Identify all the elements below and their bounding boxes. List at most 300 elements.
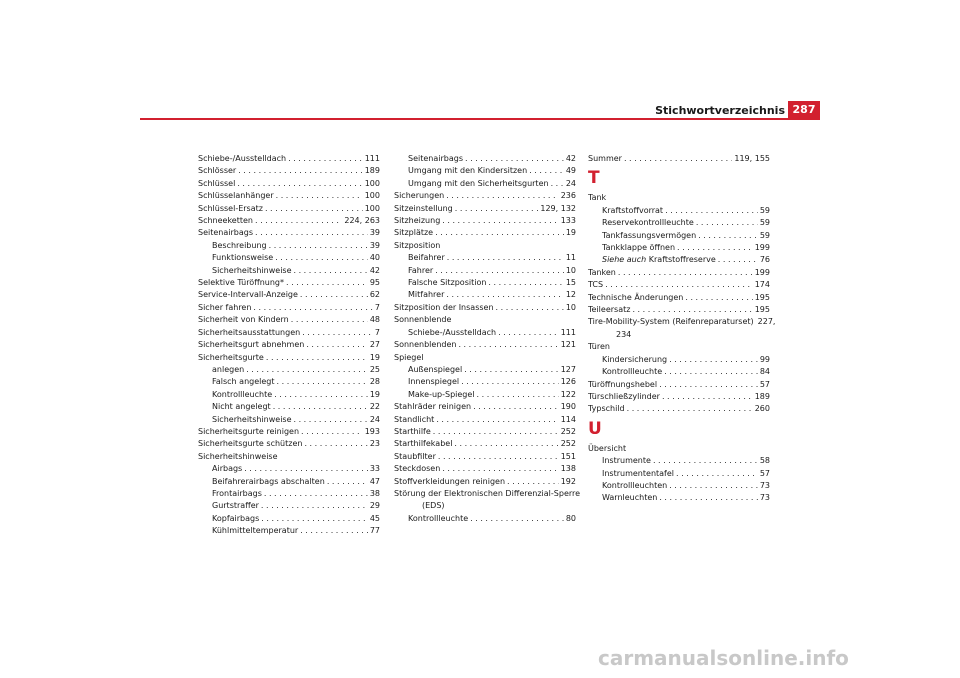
entry-page-ref: 199	[754, 267, 770, 277]
entry-page-ref: 224, 263	[344, 216, 380, 226]
index-subentry	[198, 401, 380, 413]
entry-label: Innenspiegel	[408, 377, 460, 387]
entry-page-ref: 48	[369, 315, 380, 325]
entry-label: Warnleuchten	[602, 493, 658, 503]
entry-page-ref: 151	[560, 451, 576, 461]
index-entry	[394, 451, 576, 463]
dot-leader	[446, 289, 563, 301]
dot-leader	[276, 190, 363, 202]
dot-leader	[273, 401, 368, 413]
dot-leader	[659, 492, 757, 504]
entry-page-ref: 77	[369, 526, 380, 536]
entry-label: Falsche Sitzposition	[408, 278, 487, 288]
index-entry	[394, 488, 581, 500]
dot-leader	[551, 178, 564, 190]
page-number-badge: 287	[788, 101, 820, 119]
index-subentry	[394, 376, 576, 388]
entry-page-ref: 99	[759, 354, 770, 364]
dot-leader	[664, 366, 758, 378]
dot-leader	[529, 165, 564, 177]
index-entry	[198, 451, 380, 463]
watermark: carmanualsonline.info	[598, 646, 849, 670]
dot-leader	[488, 277, 563, 289]
entry-label: Tankklappe öffnen	[602, 243, 676, 253]
entry-page-ref: 138	[560, 464, 576, 474]
entry-label: Seitenairbags	[198, 228, 253, 238]
entry-label: Technische Änderungen	[588, 292, 684, 302]
index-subentry	[198, 463, 380, 475]
dot-leader	[288, 153, 363, 165]
index-subentry	[588, 455, 770, 467]
entry-label: Frontairbags	[212, 488, 262, 498]
index-entry	[588, 379, 770, 391]
index-entry	[394, 190, 576, 202]
entry-label: Selektive Türöffnung*	[198, 278, 285, 288]
index-entry	[198, 327, 380, 339]
entry-page-ref: 80	[565, 513, 576, 523]
entry-page-ref: 73	[759, 493, 770, 503]
entry-label: Kontrollleuchte	[212, 389, 273, 399]
index-subentry	[588, 205, 770, 217]
index-subentry	[588, 480, 770, 492]
entry-label: Sitzplätze	[394, 228, 434, 238]
dot-leader	[458, 339, 558, 351]
index-entry	[198, 227, 380, 239]
entry-label: Sonnenblenden	[394, 340, 457, 350]
entry-label: Tank	[588, 193, 607, 203]
entry-label: Übersicht	[588, 443, 627, 453]
entry-label: Reservekontrollleuchte	[602, 218, 694, 228]
entry-label: Falsch angelegt	[212, 377, 275, 387]
entry-label: Beschreibung	[212, 240, 267, 250]
entry-page-ref: 174	[754, 280, 770, 290]
index-subentry	[588, 492, 770, 504]
entry-label: Störung der Elektronischen Differenzial-Sperre	[394, 488, 581, 498]
index-subentry	[394, 252, 576, 264]
entry-page-ref: 62	[369, 290, 380, 300]
entry-label: Sitzposition	[394, 240, 441, 250]
dot-leader	[464, 364, 559, 376]
index-subentry	[588, 354, 770, 366]
dot-leader	[291, 314, 368, 326]
index-entry	[394, 426, 576, 438]
index-subentry	[588, 242, 770, 254]
entry-label: Seitenairbags	[408, 154, 463, 163]
entry-page-ref: 260	[754, 404, 770, 414]
entry-label: Airbags	[212, 464, 243, 474]
entry-page-ref: 7	[374, 327, 380, 337]
entry-page-ref: 126	[560, 377, 576, 387]
entry-page-ref: 24	[565, 178, 576, 188]
entry-label: Kopfairbags	[212, 513, 260, 523]
entry-page-ref: 133	[560, 216, 576, 226]
dot-leader	[300, 525, 368, 537]
dot-leader	[465, 153, 564, 165]
entry-label: Make-up-Spiegel	[408, 389, 475, 399]
entry-page-ref: 192	[560, 476, 576, 486]
entry-label: Sicher fahren	[198, 302, 252, 312]
dot-leader	[435, 265, 564, 277]
entry-page-ref: 25	[369, 364, 380, 374]
entry-label: Tire-Mobility-System (Reifenreparaturset)	[588, 317, 754, 327]
index-subentry	[198, 500, 380, 512]
index-entry	[394, 339, 576, 351]
entry-label: Gurtstraffer	[212, 501, 259, 511]
entry-page-ref: 59	[759, 218, 770, 228]
index-entry	[394, 314, 576, 326]
entry-label: Umgang mit den Kindersitzen	[408, 166, 528, 176]
dot-leader	[438, 451, 559, 463]
dot-leader	[698, 230, 758, 242]
dot-leader	[265, 203, 363, 215]
index-entry	[588, 292, 770, 304]
entry-label: Stoffverkleidungen reinigen	[394, 476, 506, 486]
entry-label: Tanken	[588, 267, 616, 277]
index-subentry	[198, 364, 380, 376]
index-subentry	[198, 488, 380, 500]
index-entry	[394, 215, 576, 227]
entry-page-ref: 58	[759, 456, 770, 466]
dot-leader	[477, 389, 559, 401]
dot-leader	[470, 513, 564, 525]
index-entry	[588, 267, 770, 279]
entry-label: Spiegel	[394, 352, 424, 362]
index-entry	[394, 414, 576, 426]
index-entry	[394, 476, 576, 488]
entry-label: Tankfassungsvermögen	[602, 230, 697, 240]
entry-page-ref: 19	[565, 228, 576, 238]
entry-page-ref: 19	[369, 352, 380, 362]
entry-page-ref: 49	[565, 166, 576, 176]
index-subentry	[588, 217, 770, 229]
entry-label: Sicherheitshinweise	[212, 414, 292, 424]
entry-label: Fahrer	[408, 265, 434, 275]
entry-label: Beifahrerairbags abschalten	[212, 476, 325, 486]
entry-label: Sitzeinstellung	[394, 203, 453, 213]
index-subentry	[394, 277, 576, 289]
dot-leader	[433, 426, 559, 438]
dot-leader	[277, 376, 368, 388]
dot-leader	[605, 279, 753, 291]
index-subentry	[588, 366, 770, 378]
index-entry	[198, 289, 380, 301]
dot-leader	[301, 426, 363, 438]
entry-page-ref: 189	[364, 166, 380, 176]
entry-page-ref: 24	[369, 414, 380, 424]
index-subentry	[394, 153, 576, 165]
dot-leader	[624, 153, 732, 165]
dot-leader	[685, 292, 752, 304]
entry-label: TCS	[588, 280, 604, 290]
dot-leader	[435, 227, 564, 239]
entry-page-ref: 121	[560, 340, 576, 350]
entry-label: Nicht angelegt	[212, 402, 271, 412]
entry-continuation: 234	[616, 329, 632, 339]
dot-leader	[447, 252, 564, 264]
entry-label: Kraftstoffvorrat	[602, 205, 664, 215]
entry-label: Instrumententafel	[602, 468, 675, 478]
dot-leader	[659, 379, 758, 391]
dot-leader	[274, 389, 368, 401]
header-rule	[140, 118, 820, 120]
dot-leader	[261, 500, 368, 512]
dot-leader	[627, 403, 753, 415]
index-entry	[588, 403, 770, 415]
index-entry	[198, 215, 380, 227]
index-column-2	[394, 153, 581, 525]
dot-leader	[300, 289, 368, 301]
index-subentry	[198, 265, 380, 277]
entry-label: Schlösser	[198, 166, 237, 176]
index-entry	[198, 314, 380, 326]
index-subentry	[394, 327, 576, 339]
entry-label: Teileersatz	[588, 305, 631, 315]
entry-page-ref: 73	[759, 480, 770, 490]
dot-leader	[255, 227, 368, 239]
dot-leader	[455, 203, 539, 215]
dot-leader	[442, 215, 558, 227]
entry-label: Schlüssel-Ersatz	[198, 203, 263, 213]
entry-page-ref: 189	[754, 391, 770, 401]
entry-label: Mitfahrer	[408, 290, 445, 300]
entry-label: Kontrollleuchte	[602, 367, 663, 377]
index-entry	[394, 302, 576, 314]
index-entry	[394, 352, 576, 364]
dot-leader	[461, 376, 559, 388]
entry-page-ref: 57	[759, 468, 770, 478]
dot-leader	[286, 277, 368, 289]
entry-page-ref: 100	[364, 178, 380, 188]
entry-page-ref: 59	[759, 230, 770, 240]
entry-label: Sitzposition der Insassen	[394, 302, 494, 312]
entry-page-ref: 227,	[757, 317, 776, 327]
entry-page-ref: 12	[565, 290, 576, 300]
entry-page-ref: 47	[369, 476, 380, 486]
dot-leader	[665, 205, 758, 217]
dot-leader	[507, 476, 559, 488]
index-subentry	[198, 376, 380, 388]
index-subentry	[198, 414, 380, 426]
dot-leader	[253, 302, 372, 314]
dot-leader	[676, 468, 758, 480]
entry-page-ref: 39	[369, 240, 380, 250]
entry-page-ref: 11	[565, 253, 576, 263]
index-entry	[198, 339, 380, 351]
entry-page-ref: 76	[759, 255, 770, 265]
entry-page-ref: 236	[560, 191, 576, 201]
entry-page-ref: 33	[369, 464, 380, 474]
index-subentry	[394, 364, 576, 376]
entry-page-ref: 22	[369, 402, 380, 412]
index-subentry	[394, 513, 576, 525]
entry-page-ref: 193	[364, 426, 380, 436]
entry-label: Türöffnungshebel	[588, 379, 658, 389]
entry-label: Sicherheitsgurte	[198, 352, 264, 362]
entry-page-ref: 57	[759, 379, 770, 389]
index-subentry	[198, 525, 380, 537]
index-subentry	[198, 240, 380, 252]
entry-label: Sicherheitshinweise	[198, 451, 278, 461]
entry-page-ref: 195	[754, 305, 770, 315]
entry-label: Schiebe-/Ausstelldach	[198, 154, 287, 163]
entry-label: Typschild	[588, 404, 625, 414]
entry-label: Funktionsweise	[212, 253, 274, 263]
index-entry	[588, 304, 770, 316]
entry-continuation: (EDS)	[422, 501, 445, 511]
entry-label: Stahlräder reinigen	[394, 402, 472, 412]
entry-label: Außenspiegel	[408, 364, 463, 374]
entry-page-ref: 100	[364, 203, 380, 213]
index-entry	[198, 352, 380, 364]
entry-label: Beifahrer	[408, 253, 445, 263]
dot-leader	[618, 267, 753, 279]
dot-leader	[718, 254, 758, 266]
index-entry	[588, 316, 776, 328]
entry-page-ref: 59	[759, 205, 770, 215]
entry-page-ref: 84	[759, 367, 770, 377]
entry-page-ref: 42	[565, 154, 576, 163]
dot-leader	[454, 438, 558, 450]
entry-see-also: Siehe auch	[602, 255, 647, 265]
entry-label: Sicherheitsgurte schützen	[198, 439, 303, 449]
header-title: Stichwortverzeichnis	[655, 104, 785, 117]
entry-label: Kindersicherung	[602, 354, 668, 364]
dot-leader	[436, 414, 558, 426]
entry-label: Starthilfe	[394, 426, 431, 436]
entry-label: Sicherungen	[394, 191, 445, 201]
entry-page-ref: 23	[369, 439, 380, 449]
entry-page-ref: 42	[369, 265, 380, 275]
entry-page-ref: 40	[369, 253, 380, 263]
entry-label: Sicherheit von Kindern	[198, 315, 289, 325]
index-entry	[198, 153, 380, 165]
index-entry	[588, 443, 770, 455]
index-entry	[588, 192, 770, 204]
index-entry	[394, 438, 576, 450]
index-entry	[198, 178, 380, 190]
dot-leader	[653, 455, 758, 467]
entry-page-ref: 39	[369, 228, 380, 238]
entry-label: Summer	[588, 154, 622, 163]
index-entry	[394, 463, 576, 475]
entry-page-ref: 252	[560, 426, 576, 436]
entry-page-ref: 28	[369, 377, 380, 387]
index-entry	[198, 426, 380, 438]
index-subentry	[394, 265, 576, 277]
entry-page-ref: 190	[560, 402, 576, 412]
entry-label: Sonnenblende	[394, 315, 452, 325]
entry-label: Sicherheitshinweise	[212, 265, 292, 275]
entry-label: Instrumente	[602, 456, 651, 466]
dot-leader	[294, 265, 368, 277]
dot-leader	[294, 414, 368, 426]
entry-page-ref: 19	[369, 389, 380, 399]
index-entry	[198, 165, 380, 177]
entry-page-ref: 38	[369, 488, 380, 498]
index-subentry	[394, 289, 576, 301]
dot-leader	[302, 327, 373, 339]
dot-leader	[264, 488, 368, 500]
entry-label: Türschließzylinder	[588, 391, 660, 401]
entry-label: Schlüsselanhänger	[198, 191, 274, 201]
entry-label-text: Kraftstoffreserve	[648, 255, 716, 265]
index-subentry	[198, 252, 380, 264]
entry-label: Türen	[588, 342, 610, 352]
entry-page-ref: 15	[565, 278, 576, 288]
entry-label: Umgang mit den Sicherheitsgurten	[408, 178, 549, 188]
entry-label: Sicherheitsgurt abnehmen	[198, 340, 305, 350]
index-entry	[394, 227, 576, 239]
dot-leader	[261, 513, 368, 525]
dot-leader	[632, 304, 752, 316]
dot-leader	[696, 217, 758, 229]
index-subentry	[394, 178, 576, 190]
entry-page-ref: 119, 155	[734, 154, 770, 163]
dot-leader	[246, 364, 368, 376]
entry-label: Schneeketten	[198, 216, 253, 226]
index-entry	[394, 240, 576, 252]
entry-page-ref: 27	[369, 340, 380, 350]
index-entry	[588, 279, 770, 291]
entry-page-ref: 129, 132	[540, 203, 576, 213]
index-entry	[198, 203, 380, 215]
entry-label: Sicherheitsgurte reinigen	[198, 426, 300, 436]
entry-page-ref: 95	[369, 278, 380, 288]
dot-leader	[306, 339, 368, 351]
index-subentry	[394, 165, 576, 177]
section-letter: U	[588, 418, 602, 439]
index-entry	[394, 203, 576, 215]
index-column-1	[198, 153, 380, 538]
entry-page-ref: 195	[754, 292, 770, 302]
index-entry	[198, 438, 380, 450]
entry-page-ref: 45	[369, 513, 380, 523]
dot-leader	[677, 242, 753, 254]
dot-leader	[275, 252, 368, 264]
entry-page-ref: 127	[560, 364, 576, 374]
dot-leader	[496, 302, 564, 314]
entry-page-ref: 252	[560, 439, 576, 449]
entry-label: Sicherheitsausstattungen	[198, 327, 301, 337]
entry-label: Schiebe-/Ausstelldach	[408, 327, 497, 337]
index-entry	[198, 277, 380, 289]
index-subentry	[198, 476, 380, 488]
entry-page-ref: 114	[560, 414, 576, 424]
dot-leader	[327, 476, 368, 488]
dot-leader	[669, 480, 758, 492]
entry-label: anlegen	[212, 364, 245, 374]
entry-label: Standlicht	[394, 414, 435, 424]
index-column-3	[588, 153, 776, 505]
dot-leader	[662, 391, 753, 403]
entry-label	[602, 254, 716, 266]
index-subentry	[198, 513, 380, 525]
index-subentry	[588, 230, 770, 242]
entry-page-ref: 29	[369, 501, 380, 511]
entry-label: Kontrollleuchten	[602, 480, 668, 490]
entry-page-ref: 111	[364, 154, 380, 163]
section-letter: T	[588, 168, 600, 189]
entry-page-ref: 10	[565, 302, 576, 312]
index-entry	[198, 302, 380, 314]
dot-leader	[255, 215, 342, 227]
dot-leader	[473, 401, 559, 413]
dot-leader	[237, 178, 362, 190]
entry-page-ref: 100	[364, 191, 380, 201]
entry-label: Starthilfekabel	[394, 439, 453, 449]
entry-page-ref: 199	[754, 243, 770, 253]
entry-label: Staubfilter	[394, 451, 436, 461]
